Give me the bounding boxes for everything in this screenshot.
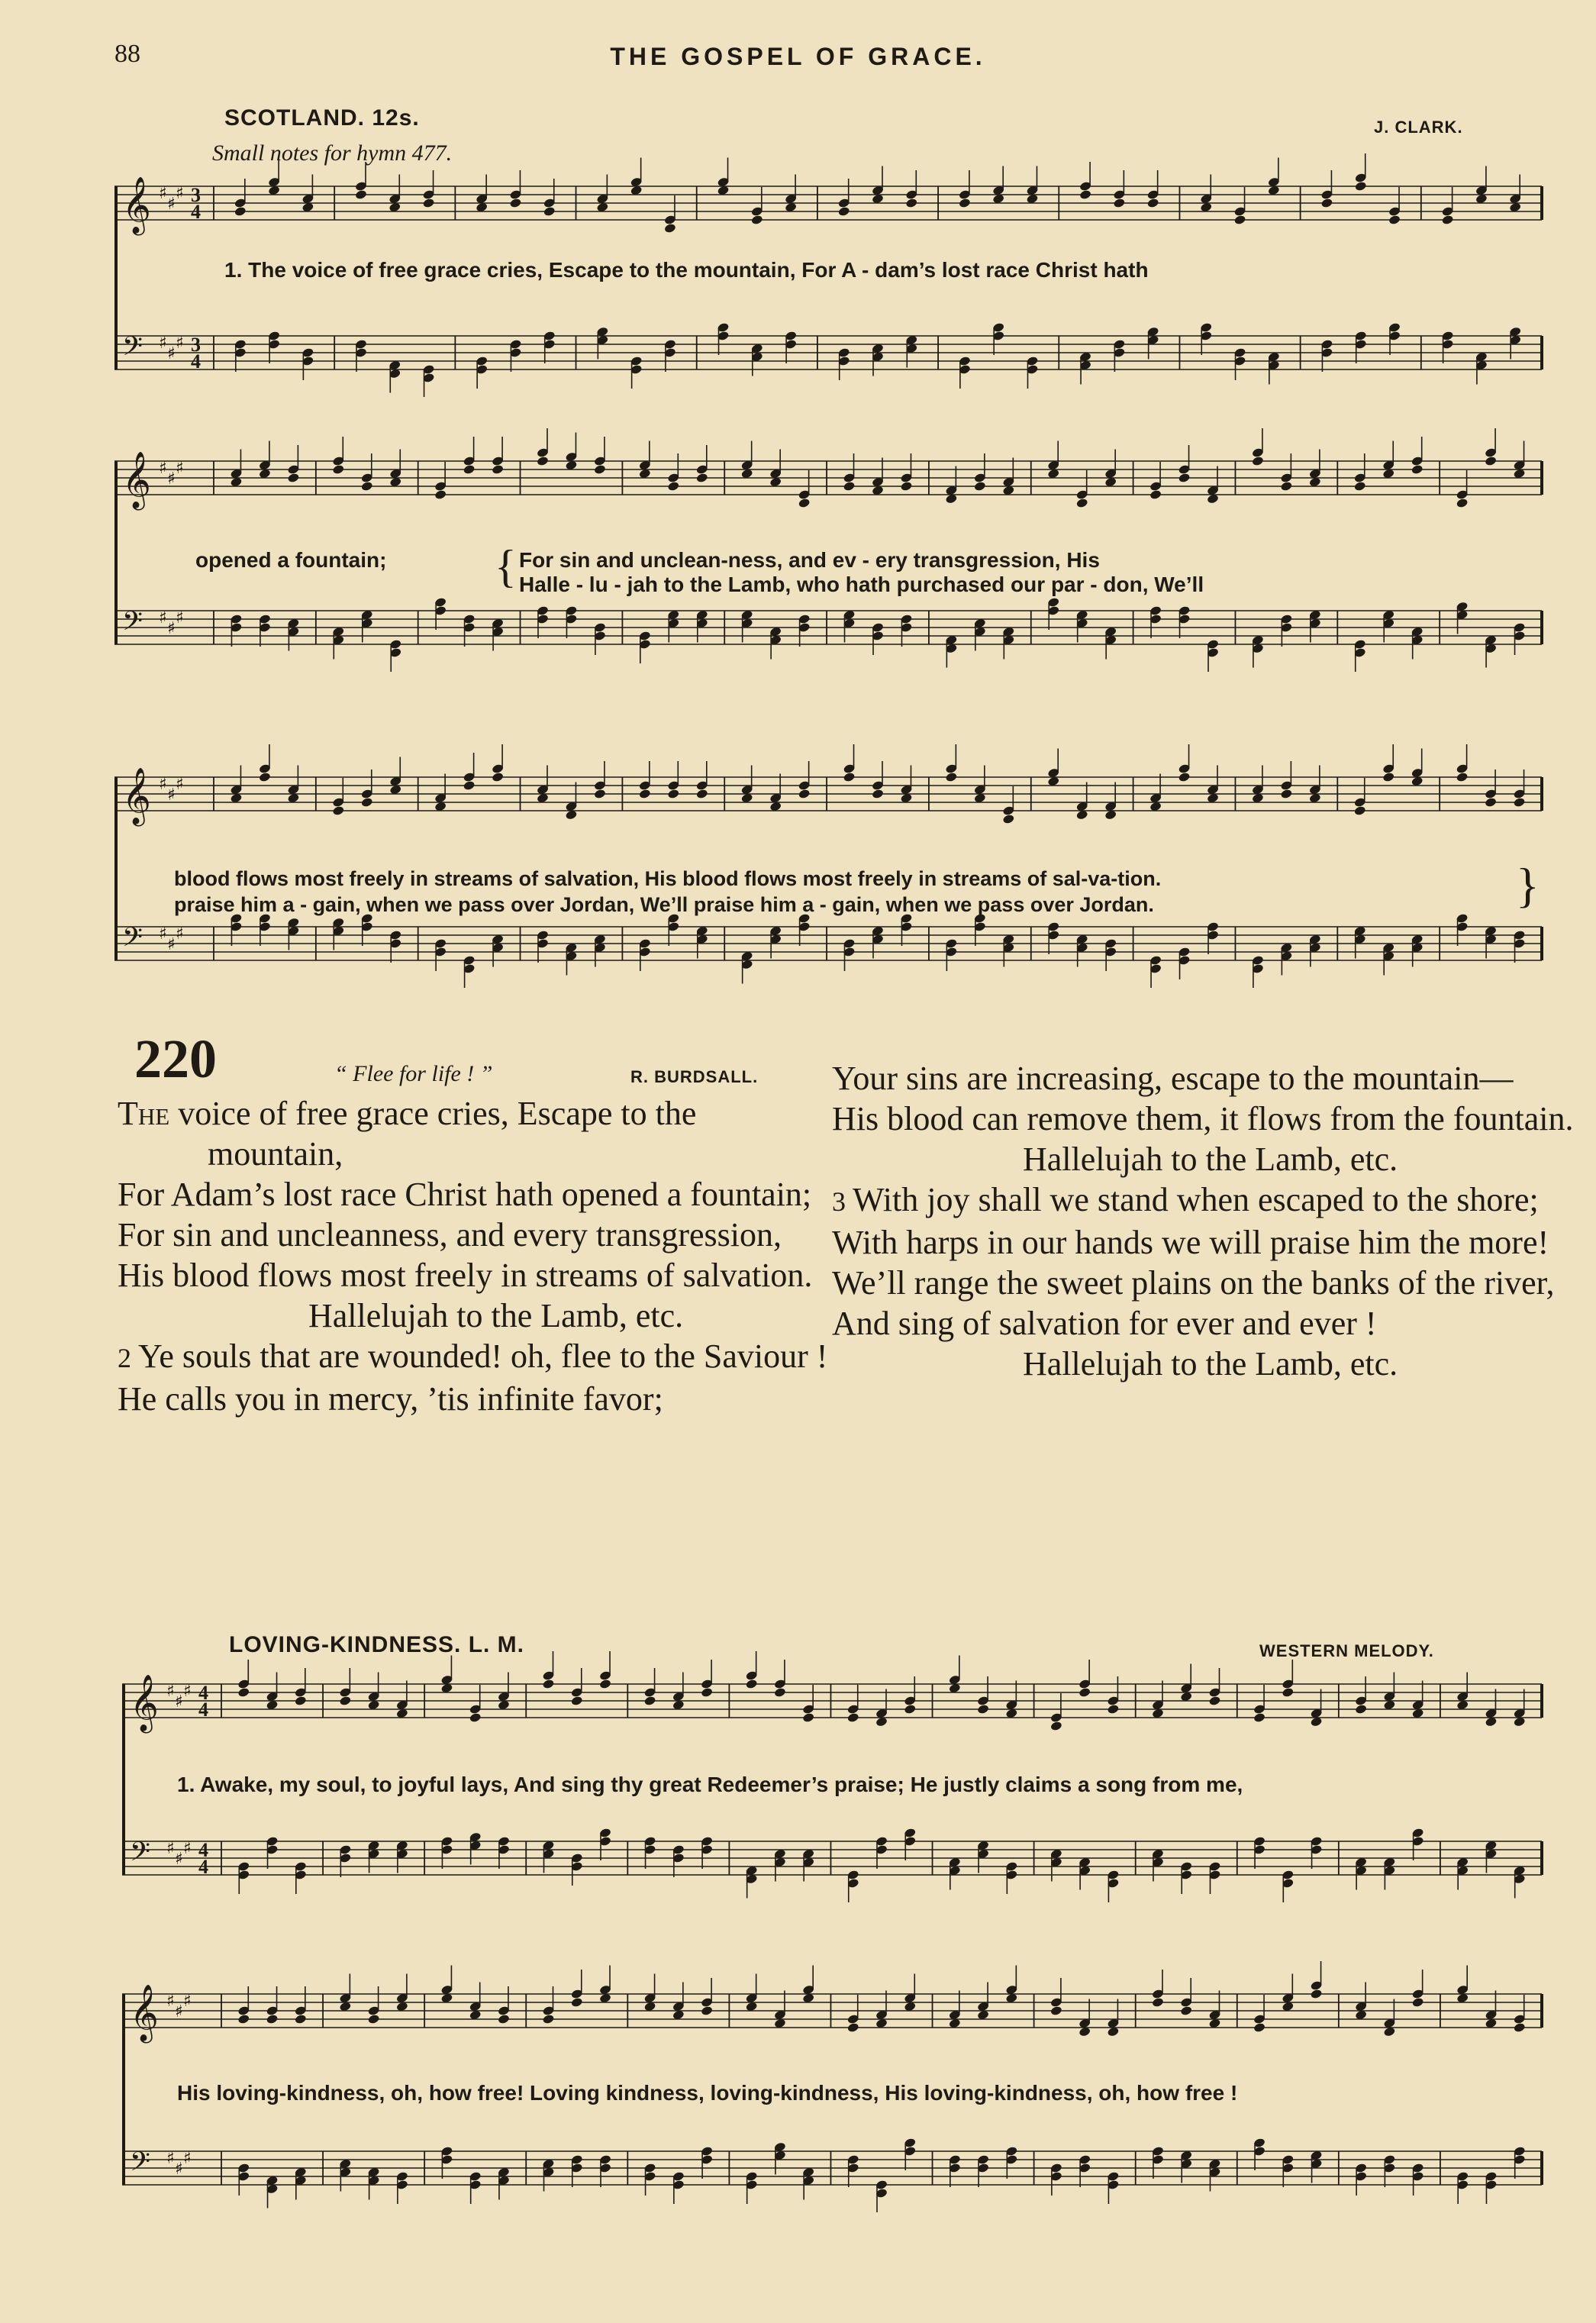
- verse-text: Ye souls that are wounded! oh, flee to the Saviour !: [138, 1337, 828, 1375]
- notehead: [1354, 181, 1367, 192]
- notehead: [259, 772, 272, 782]
- sharp-icon: ♯: [183, 1682, 192, 1701]
- verse-line: [832, 1263, 1555, 1303]
- notehead: [463, 464, 476, 475]
- notehead: [1178, 473, 1191, 483]
- svg-text:4: 4: [198, 1699, 208, 1721]
- notehead: [1107, 1704, 1120, 1715]
- verse-text: And sing of salvation for ever and ever !: [832, 1305, 1377, 1342]
- sharp-icon: ♯: [159, 775, 167, 794]
- verse-text: We’ll range the sweet plains on the banks of the river,: [832, 1264, 1555, 1302]
- treble-clef-icon: 𝄞: [122, 177, 151, 234]
- hymn-title: “ Flee for life ! ”: [334, 1061, 493, 1086]
- notehead: [1282, 1687, 1295, 1698]
- bass-staff: [114, 322, 1542, 397]
- verse-column-right: [832, 1058, 1574, 1384]
- notehead: [846, 2022, 859, 2033]
- svg-text:4: 4: [198, 1856, 208, 1878]
- verse-line: [832, 1099, 1574, 1139]
- svg-text:4: 4: [198, 1682, 208, 1704]
- notehead: [701, 1687, 714, 1698]
- notehead: [594, 789, 607, 799]
- notehead: [367, 2014, 380, 2025]
- lyric-line: For sin and unclean-ness, and ev - ery transgression, His: [519, 548, 1100, 572]
- sharp-icon: ♯: [166, 1839, 175, 1858]
- composer-clark: J. CLARK.: [1374, 118, 1463, 137]
- notehead: [1050, 2005, 1063, 2016]
- lyric-line: His loving-kindness, oh, how free! Loving kindness, loving-kindness, His loving-kindness, oh, how free !: [177, 2081, 1238, 2105]
- notehead: [542, 1679, 555, 1689]
- svg-text:4: 4: [198, 1839, 208, 1861]
- verse-line: [832, 1222, 1549, 1263]
- verse-text: Your sins are increasing, escape to the mountain—: [832, 1060, 1514, 1097]
- treble-clef-icon: 𝄞: [122, 768, 151, 824]
- notehead: [751, 215, 764, 225]
- small-notes-remark: Small notes for hymn 477.: [212, 140, 453, 166]
- treble-clef-icon: 𝄞: [130, 1675, 159, 1731]
- lyric-brace: }: [1516, 858, 1540, 912]
- svg-text:3: 3: [191, 334, 201, 356]
- notehead: [1178, 772, 1191, 782]
- notehead: [1079, 1687, 1091, 1698]
- sharp-icon: ♯: [175, 1692, 183, 1712]
- sharp-icon: ♯: [176, 184, 184, 203]
- notehead: [537, 456, 550, 466]
- notehead: [1411, 1997, 1424, 2008]
- verse-line: [832, 1179, 1549, 1222]
- notehead: [1252, 456, 1265, 466]
- verse-text: For sin and uncleanness, and every transgression,: [118, 1216, 782, 1253]
- bass-clef-icon: 𝄢: [122, 605, 143, 643]
- bass-staff: [122, 1828, 1542, 1902]
- notehead: [846, 1712, 859, 1723]
- svg-text:4: 4: [191, 201, 201, 223]
- notehead: [872, 789, 885, 799]
- lyric-brace: {: [495, 541, 517, 592]
- verse-line: [118, 1174, 812, 1215]
- verse-text: With joy shall we stand when escaped to the shore;: [853, 1181, 1539, 1218]
- verse-line: [118, 1379, 804, 1419]
- notehead: [266, 2014, 279, 2025]
- treble-staff: [114, 428, 1542, 511]
- bass-staff: [114, 597, 1542, 672]
- hymn-author: R. BURDSALL.: [630, 1067, 759, 1086]
- bass-clef-icon: 𝄢: [130, 2146, 151, 2183]
- verse-line: [118, 1215, 804, 1255]
- lyric-line: blood flows most freely in streams of salvation, His blood flows most freely in streams of sal-va-tion.: [174, 867, 1162, 890]
- notehead: [745, 1679, 758, 1689]
- notehead: [905, 198, 918, 208]
- running-title: THE GOSPEL OF GRACE.: [610, 43, 986, 70]
- verse-line: [832, 1303, 1549, 1344]
- sharp-icon: ♯: [183, 1992, 192, 2011]
- sharp-icon: ♯: [176, 334, 184, 353]
- sharp-icon: ♯: [166, 1682, 175, 1701]
- bass-clef-icon: 𝄢: [130, 1836, 151, 1873]
- bass-clef-icon: 𝄢: [122, 921, 143, 959]
- notehead: [287, 473, 300, 483]
- verse-text: With harps in our hands we will praise him the more!: [832, 1224, 1549, 1261]
- lyric-line: Halle - lu - jah to the Lamb, who hath purchased our par - don, We’ll: [519, 573, 1204, 596]
- notehead: [492, 772, 505, 782]
- verse-line: [832, 1058, 1549, 1099]
- composer-western-melody: WESTERN MELODY.: [1259, 1641, 1434, 1660]
- notehead: [798, 789, 811, 799]
- verse-number: 3: [832, 1186, 853, 1217]
- refrain-line: Hallelujah to the Lamb, etc.: [308, 1297, 684, 1334]
- sharp-icon: ♯: [159, 608, 167, 628]
- sharp-icon: ♯: [166, 2149, 175, 2168]
- lyric-line: 1. Awake, my soul, to joyful lays, And sing thy great Redeemer’s praise; He justly claims a song from me,: [177, 1773, 1243, 1796]
- sharp-icon: ♯: [159, 924, 167, 944]
- tune-name-scotland: SCOTLAND. 12s.: [224, 105, 420, 131]
- notehead: [1456, 772, 1469, 782]
- sharp-icon: ♯: [183, 2149, 192, 2168]
- verse-column-left: [118, 1093, 828, 1419]
- verse-number: 2: [118, 1343, 138, 1373]
- notehead: [1310, 1989, 1323, 1999]
- notehead: [837, 206, 850, 217]
- treble-staff: [122, 1961, 1542, 2044]
- sharp-icon: ♯: [159, 334, 167, 353]
- verse-line: [118, 1093, 804, 1174]
- notehead: [570, 1997, 583, 2008]
- lyric-line: praise him a - gain, when we pass over Jordan, We’ll praise him a - gain, when we pass over Jordan.: [174, 893, 1154, 916]
- sharp-icon: ♯: [183, 1839, 192, 1858]
- refrain-line: Hallelujah to the Lamb, etc.: [1023, 1345, 1398, 1383]
- sharp-icon: ♯: [176, 775, 184, 794]
- tune-name-loving-kindness: LOVING-KINDNESS. L. M.: [229, 1632, 525, 1657]
- treble-clef-icon: 𝄞: [122, 452, 151, 508]
- notehead: [295, 2014, 308, 2025]
- notehead: [1320, 198, 1333, 208]
- notehead: [959, 198, 972, 208]
- verse-text: The voice of free grace cries, Escape to the mountain,: [118, 1095, 697, 1173]
- music-system: [114, 171, 1542, 400]
- notehead: [945, 772, 958, 782]
- notehead: [1353, 481, 1366, 492]
- treble-clef-icon: 𝄞: [130, 1985, 159, 2041]
- bass-staff: [122, 2137, 1542, 2212]
- verse-text: His blood flows most freely in streams of salvation.: [118, 1257, 813, 1294]
- notehead: [904, 1704, 917, 1715]
- sharp-icon: ♯: [167, 344, 176, 363]
- notehead: [1382, 772, 1395, 782]
- notehead: [843, 772, 856, 782]
- sharp-icon: ♯: [167, 619, 176, 638]
- hymn-number: 220: [134, 1028, 217, 1089]
- verse-text: His blood can remove them, it flows from the fountain.: [832, 1100, 1574, 1137]
- verse-text: For Adam’s lost race Christ hath opened a fountain;: [118, 1176, 812, 1213]
- notehead: [1253, 1712, 1266, 1723]
- notehead: [599, 1679, 612, 1689]
- page-number: 88: [114, 40, 140, 68]
- notehead: [463, 780, 476, 791]
- svg-text:3: 3: [191, 184, 201, 206]
- sharp-icon: ♯: [159, 459, 167, 478]
- notehead: [1411, 464, 1424, 475]
- sharp-icon: ♯: [167, 195, 176, 214]
- sharp-icon: ♯: [167, 935, 176, 954]
- notehead: [1485, 456, 1498, 466]
- verse-line: [118, 1336, 828, 1379]
- notehead: [1146, 198, 1159, 208]
- notehead: [667, 789, 680, 799]
- refrain-line: Hallelujah to the Lamb, etc.: [1023, 1141, 1398, 1178]
- bass-staff: [114, 913, 1542, 988]
- notehead: [1441, 215, 1454, 225]
- sharp-icon: ♯: [175, 2160, 183, 2179]
- sharp-icon: ♯: [176, 459, 184, 478]
- notehead: [1355, 1704, 1368, 1715]
- notehead: [542, 2014, 555, 2025]
- sharp-icon: ♯: [176, 924, 184, 944]
- sharp-icon: ♯: [175, 2002, 183, 2021]
- notehead: [695, 473, 708, 483]
- sharp-icon: ♯: [167, 469, 176, 489]
- lyric-line: 1. The voice of free grace cries, Escape to the mountain, For A - dam’s lost race Christ hath: [224, 258, 1149, 282]
- lyric-line: opened a fountain;: [195, 548, 387, 572]
- sharp-icon: ♯: [175, 1850, 183, 1869]
- sharp-icon: ♯: [166, 1992, 175, 2011]
- verse-text: He calls you in mercy, ’tis infinite favor;: [118, 1380, 663, 1418]
- sharp-icon: ♯: [159, 184, 167, 203]
- sharp-icon: ♯: [167, 786, 176, 805]
- notehead: [543, 206, 556, 217]
- svg-text:4: 4: [191, 350, 201, 373]
- sharp-icon: ♯: [176, 608, 184, 628]
- notehead: [639, 789, 652, 799]
- verse-text-initial: The: [118, 1095, 170, 1132]
- verse-line: [118, 1255, 813, 1295]
- treble-staff: [114, 744, 1542, 827]
- notehead: [509, 198, 522, 208]
- treble-staff: [122, 1651, 1542, 1734]
- bass-clef-icon: 𝄢: [122, 331, 143, 368]
